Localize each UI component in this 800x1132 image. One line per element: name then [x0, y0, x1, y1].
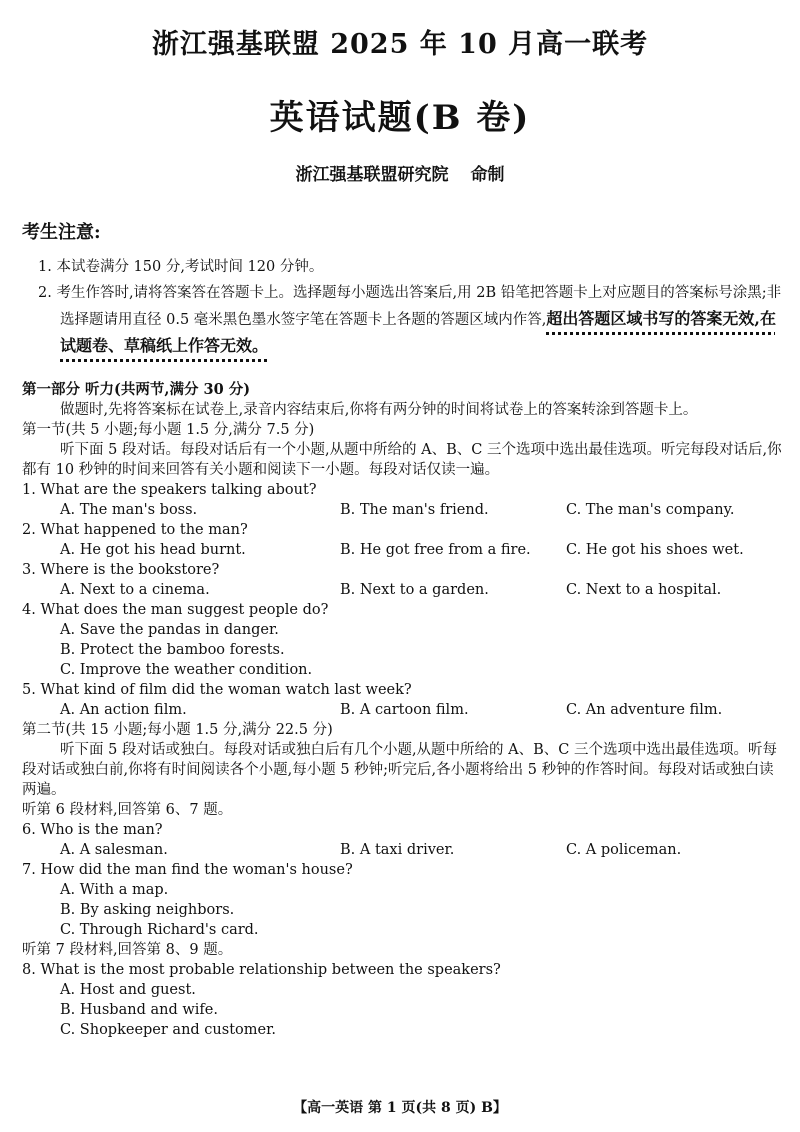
- section2-intro: 听下面 5 段对话或独白。每段对话或独白后有几个小题,从题中所给的 A、B、C 三个选项中选出最佳选项。听每段对话或独白前,你将有时间阅读各个小题,每小题 5 秒钟;听完后,各小题将给出 5 秒钟的作答时间。每段对话或独白读两遍。: [22, 742, 777, 798]
- option-c: C. Through Richard's card.: [60, 922, 259, 938]
- question-6: 6. Who is the man?: [22, 822, 163, 838]
- notice-item-2-emphasis: 超出答题区域书写的答案无效,在试题卷、草稿纸上作答无效。: [60, 309, 776, 355]
- option-a: A. He got his head burnt.: [60, 542, 246, 558]
- notice-item-2: [22, 280, 782, 360]
- option-b: B. Husband and wife.: [60, 1002, 218, 1018]
- option-a: A. A salesman.: [60, 842, 168, 858]
- page-footer: 【高一英语 第 1 页(共 8 页) B】: [293, 1100, 507, 1116]
- question-6-options: [22, 840, 782, 860]
- section1-heading: 第一节(共 5 小题;每小题 1.5 分,满分 7.5 分): [22, 422, 315, 438]
- exam-author: [0, 160, 800, 185]
- option-c: C. A policeman.: [566, 842, 682, 858]
- option-b: B. He got free from a fire.: [340, 542, 531, 558]
- exam-title: 浙江强基联盟 2025 年 10 月高一联考: [151, 29, 649, 60]
- notice-item-2-text: 2. 考生作答时,请将答案答在答题卡上。选择题每小题选出答案后,用 2B 铅笔把答题卡上对应题目的答案标号涂黑;非选择题请用直径 0.5 毫米黑色墨水签字笔在答题卡上各题的答题区域内作答,: [38, 285, 782, 328]
- candidate-notice: [22, 218, 782, 360]
- author-name: 浙江强基联盟研究院: [295, 165, 449, 185]
- option-a: A. Save the pandas in danger.: [60, 622, 279, 638]
- exam-subtitle: 英语试题(B 卷): [269, 98, 531, 138]
- question-2: 2. What happened to the man?: [22, 522, 248, 538]
- option-b: B. By asking neighbors.: [60, 902, 235, 918]
- author-role: 命制: [470, 165, 505, 185]
- option-c: C. Next to a hospital.: [566, 582, 722, 598]
- option-b: B. The man's friend.: [340, 502, 489, 518]
- option-a: A. Next to a cinema.: [60, 582, 210, 598]
- question-1-options: [22, 500, 782, 520]
- option-c: C. The man's company.: [566, 502, 735, 518]
- notice-title: 考生注意:: [22, 222, 101, 243]
- question-7: 7. How did the man find the woman's house?: [22, 862, 353, 878]
- question-5-options: [22, 700, 782, 720]
- option-a: A. The man's boss.: [60, 502, 198, 518]
- material-7-instruction: 听第 7 段材料,回答第 8、9 题。: [22, 942, 233, 958]
- question-1: 1. What are the speakers talking about?: [22, 482, 317, 498]
- part1-heading: 第一部分 听力(共两节,满分 30 分): [22, 381, 251, 398]
- option-c: C. Shopkeeper and customer.: [60, 1022, 277, 1038]
- option-b: B. Protect the bamboo forests.: [60, 642, 285, 658]
- option-c: C. Improve the weather condition.: [60, 662, 313, 678]
- option-a: A. Host and guest.: [60, 982, 196, 998]
- option-b: B. A taxi driver.: [340, 842, 455, 858]
- notice-item-1: 1. 本试卷满分 150 分,考试时间 120 分钟。: [38, 259, 324, 275]
- question-3: 3. Where is the bookstore?: [22, 562, 220, 578]
- option-b: B. Next to a garden.: [340, 582, 489, 598]
- part1-intro: 做题时,先将答案标在试卷上,录音内容结束后,你将有两分钟的时间将试卷上的答案转涂到答题卡上。: [60, 402, 698, 418]
- question-2-options: [22, 540, 782, 560]
- option-a: A. An action film.: [60, 702, 187, 718]
- option-b: B. A cartoon film.: [340, 702, 469, 718]
- option-c: C. He got his shoes wet.: [566, 542, 744, 558]
- option-a: A. With a map.: [60, 882, 169, 898]
- question-3-options: [22, 580, 782, 600]
- section1-intro: 听下面 5 段对话。每段对话后有一个小题,从题中所给的 A、B、C 三个选项中选出最佳选项。听完每段对话后,你都有 10 秒钟的时间来回答有关小题和阅读下一小题。每段对话仅读一遍。: [22, 442, 782, 478]
- material-6-instruction: 听第 6 段材料,回答第 6、7 题。: [22, 802, 233, 818]
- question-4: 4. What does the man suggest people do?: [22, 602, 329, 618]
- option-c: C. An adventure film.: [566, 702, 723, 718]
- section2-heading: 第二节(共 15 小题;每小题 1.5 分,满分 22.5 分): [22, 722, 333, 738]
- question-8: 8. What is the most probable relationship between the speakers?: [22, 962, 501, 978]
- question-5: 5. What kind of film did the woman watch last week?: [22, 682, 412, 698]
- listening-part: [22, 380, 782, 1040]
